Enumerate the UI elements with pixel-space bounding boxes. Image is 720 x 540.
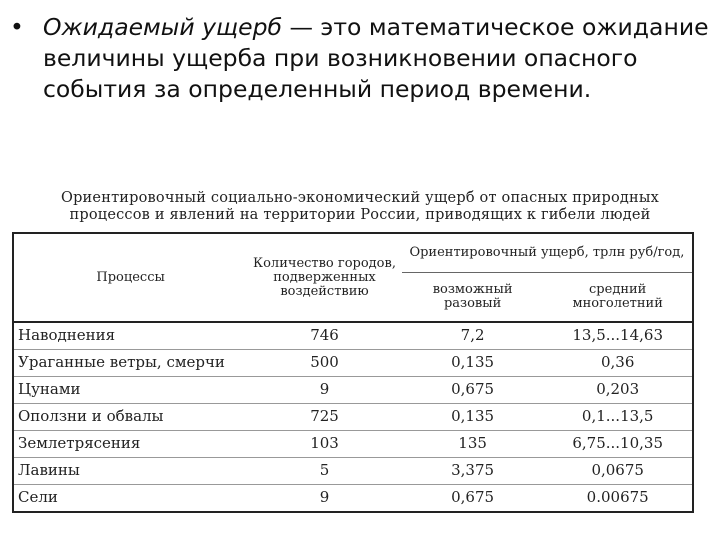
table-caption — [20, 190, 700, 224]
table-header-row — [13, 233, 693, 273]
cell-process: Цунами — [13, 377, 247, 404]
cell-average: 0,1...13,5 — [543, 404, 693, 431]
cell-process: Лавины — [13, 458, 247, 485]
caption-line-1: Ориентировочный социально-экономический ущерб от опасных природных — [60, 190, 659, 206]
definition-bullet — [10, 12, 710, 105]
cell-process: Оползни и обвалы — [13, 404, 247, 431]
cell-average: 0,0675 — [543, 458, 693, 485]
cell-cities: 9 — [247, 377, 402, 404]
definition-term: Ожидаемый ущерб — [43, 13, 282, 41]
table-row — [13, 322, 693, 350]
cell-average: 13,5...14,63 — [543, 322, 693, 350]
header-average-multiyear: средний многолетний — [543, 273, 693, 323]
cell-average: 0,203 — [543, 377, 693, 404]
cell-cities: 725 — [247, 404, 402, 431]
cell-possible: 3,375 — [402, 458, 544, 485]
cell-average: 0,36 — [543, 350, 693, 377]
table-row — [13, 431, 693, 458]
cell-cities: 5 — [247, 458, 402, 485]
cell-average: 6,75...10,35 — [543, 431, 693, 458]
cell-possible: 0,675 — [402, 377, 544, 404]
header-damage-group: Ориентировочный ущерб, трлн руб/год, — [402, 233, 693, 273]
header-cities: Количество городов, подверженных воздействию — [247, 233, 402, 322]
cell-possible: 0,675 — [402, 485, 544, 513]
cell-process: Землетрясения — [13, 431, 247, 458]
cell-possible: 135 — [402, 431, 544, 458]
cell-average: 0.00675 — [543, 485, 693, 513]
header-possible-one-time: возможный разовый — [402, 273, 544, 323]
caption-line-2: процессов и явлений на территории России, приводящих к гибели людей — [69, 207, 651, 223]
cell-cities: 9 — [247, 485, 402, 513]
table-row — [13, 350, 693, 377]
cell-process: Ураганные ветры, смерчи — [13, 350, 247, 377]
damage-table — [12, 232, 694, 513]
cell-process: Наводнения — [13, 322, 247, 350]
cell-cities: 500 — [247, 350, 402, 377]
definition-body: — это математическое ожидание величины ущерба при возникновении опасного события за определенный период времени. — [43, 13, 709, 103]
cell-cities: 103 — [247, 431, 402, 458]
cell-possible: 0,135 — [402, 404, 544, 431]
table-row — [13, 404, 693, 431]
cell-cities: 746 — [247, 322, 402, 350]
definition-text — [43, 12, 710, 105]
cell-process: Сели — [13, 485, 247, 513]
table-row — [13, 485, 693, 513]
header-process: Процессы — [13, 233, 247, 322]
table-row — [13, 458, 693, 485]
cell-possible: 7,2 — [402, 322, 544, 350]
cell-possible: 0,135 — [402, 350, 544, 377]
table-row — [13, 377, 693, 404]
bullet-dot: • — [10, 13, 24, 41]
